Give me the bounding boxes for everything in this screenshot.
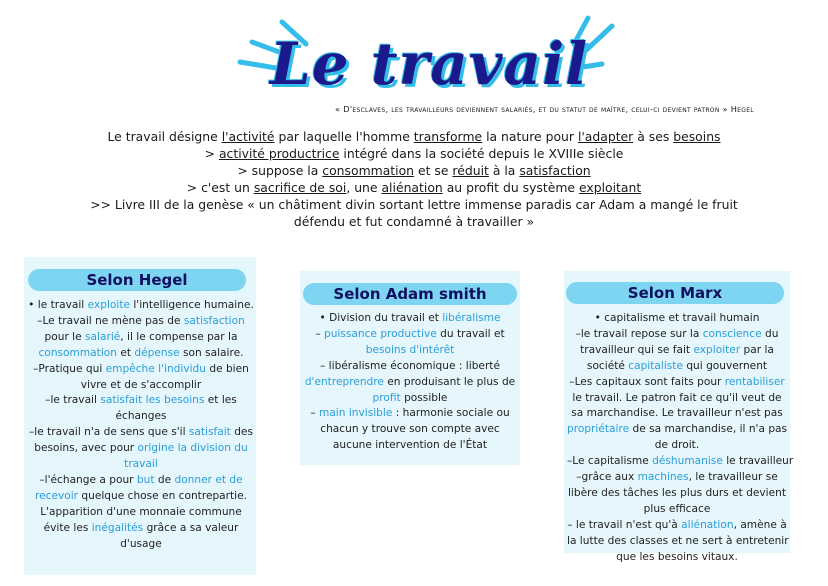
text-segment: –Le capitalisme	[567, 455, 653, 468]
text-segment: évite les	[43, 521, 92, 534]
keyword: exploite	[87, 299, 130, 311]
text-segment: possible	[400, 391, 448, 404]
hegel-heading: Selon Hegel	[28, 269, 246, 291]
hegel-panel	[24, 257, 256, 575]
text-segment: , le travailleur se	[688, 471, 778, 484]
underlined-term: aliénation	[381, 180, 443, 195]
text-segment: , amène à	[733, 518, 787, 531]
marx-lines-line	[567, 311, 787, 327]
smith-lines-line	[303, 311, 517, 327]
text-segment: de sa marchandise, il n'a pas	[629, 423, 788, 436]
text-segment: par la	[740, 343, 774, 356]
marx-lines-line	[567, 550, 787, 566]
smith-lines-line	[303, 406, 517, 422]
text-segment: , il le compense par la	[120, 330, 238, 343]
hegel-lines-line	[28, 473, 254, 489]
smith-panel	[300, 271, 520, 465]
text-segment: vivre et de s'accomplir	[80, 378, 202, 391]
text-segment: >	[204, 146, 219, 161]
smith-lines-line	[303, 422, 517, 438]
text-segment: société	[586, 359, 629, 372]
keyword: profit	[372, 391, 401, 404]
marx-lines-line	[567, 486, 787, 502]
underlined-term: l'adapter	[577, 129, 634, 144]
hegel-lines-line	[28, 330, 254, 346]
intro-line	[20, 128, 808, 145]
text-segment: du	[761, 327, 779, 340]
marx-lines-line	[567, 327, 787, 343]
keyword: inégalités	[91, 521, 144, 534]
keyword: propriétaire	[567, 423, 630, 436]
marx-lines-line	[567, 470, 787, 486]
text-segment: et les	[204, 394, 237, 407]
text-segment: –l'échange a pour	[39, 473, 137, 486]
underlined-term: besoins	[673, 129, 721, 144]
text-segment: –le travail n'a de sens que s'il	[29, 426, 189, 439]
smith-lines-line	[303, 359, 517, 375]
text-segment: –	[310, 407, 319, 420]
text-segment: –Pratique qui	[33, 362, 106, 375]
text-segment: > c'est un	[186, 180, 254, 195]
text-segment: L'apparition d'une monnaie commune	[40, 505, 242, 518]
text-segment: –Le travail ne mène pas de	[37, 314, 184, 327]
text-segment: , une	[346, 180, 382, 195]
text-segment: sa marchandise. Le travailleur n'est pas	[571, 407, 783, 420]
intro-line	[20, 213, 808, 230]
hegel-lines-line	[28, 537, 254, 553]
hegel-lines-line	[28, 489, 254, 505]
text-segment: la nature pour	[482, 129, 578, 144]
text-segment: – libéralisme économique : liberté	[320, 359, 500, 372]
underlined-term: sacrifice de soi	[253, 180, 347, 195]
keyword: dépense	[134, 346, 180, 359]
keyword: aliénation	[681, 518, 734, 531]
text-segment: travailleur qui se fait	[580, 343, 694, 356]
keyword: recevoir	[34, 489, 79, 502]
hegel-lines-line	[28, 346, 254, 362]
underlined-term: réduit	[452, 163, 489, 178]
text-segment: de	[154, 473, 175, 486]
marx-lines-line	[567, 422, 787, 438]
intro-line	[20, 145, 808, 162]
marx-lines-line	[567, 454, 794, 470]
smith-lines-line	[303, 327, 517, 343]
text-segment: de droit.	[654, 439, 700, 452]
marx-panel	[564, 271, 794, 563]
text-segment: besoins, avec pour	[34, 442, 138, 455]
text-segment: –Les capitaux sont faits pour	[569, 375, 725, 388]
keyword: but	[136, 473, 155, 486]
keyword: libéralisme	[442, 312, 501, 324]
hegel-lines-line	[28, 409, 254, 425]
keyword: satisfait les besoins	[100, 394, 205, 407]
text-segment: des	[230, 426, 253, 439]
text-segment: • capitalisme et travail humain	[594, 312, 760, 324]
hegel-text	[28, 298, 254, 553]
text-segment: la lutte des classes et ne sert à entretenir	[567, 534, 789, 547]
text-segment: –le travail	[45, 394, 101, 407]
marx-lines-line	[567, 375, 787, 391]
keyword: consommation	[38, 346, 117, 359]
underlined-term: transforme	[413, 129, 483, 144]
text-segment: son salaire.	[179, 346, 244, 359]
keyword: satisfaction	[183, 314, 245, 327]
text-segment: chacun y trouve son compte avec	[320, 423, 500, 436]
text-segment: Le travail désigne	[107, 129, 222, 144]
keyword: puissance productive	[323, 327, 437, 340]
keyword: salarié	[85, 330, 121, 343]
page-title: Le travail	[270, 30, 589, 98]
title-block	[230, 0, 620, 110]
text-segment: et	[116, 346, 135, 359]
text-segment: le travailleur	[722, 455, 794, 468]
text-segment: aucune intervention de l'État	[332, 439, 488, 452]
text-segment: à ses	[633, 129, 674, 144]
hegel-lines-line	[28, 457, 254, 473]
marx-heading: Selon Marx	[566, 282, 784, 304]
marx-lines-line	[567, 359, 787, 375]
marx-lines-line	[567, 438, 787, 454]
text-segment: à la	[488, 163, 520, 178]
keyword: machines	[637, 471, 689, 484]
marx-lines-line	[567, 343, 787, 359]
hegel-lines-line	[28, 393, 254, 409]
marx-text	[567, 311, 794, 566]
text-segment: et se	[414, 163, 453, 178]
text-segment: du travail et	[436, 327, 505, 340]
text-segment: – le travail n'est qu'à	[567, 518, 682, 531]
marx-lines-line	[567, 518, 787, 534]
keyword: déshumanise	[652, 455, 723, 468]
underlined-term: satisfaction	[519, 163, 591, 178]
keyword: origine la division du	[137, 442, 248, 455]
intro-paragraph	[20, 128, 808, 230]
text-segment: –le travail repose sur la	[575, 327, 703, 340]
text-segment: par laquelle l'homme	[274, 129, 414, 144]
smith-lines-line	[303, 343, 517, 359]
keyword: besoins d'intérêt	[365, 343, 455, 356]
text-segment: pour le	[44, 330, 86, 343]
marx-lines-line	[567, 534, 787, 550]
intro-line	[20, 179, 808, 196]
keyword: rentabiliser	[724, 375, 785, 388]
text-segment: : harmonie sociale ou	[392, 407, 510, 420]
text-segment: plus efficace	[643, 502, 711, 515]
hegel-lines-line	[28, 505, 254, 521]
keyword: empêche l'individu	[105, 362, 206, 375]
marx-lines-line	[567, 406, 787, 422]
text-segment: libère des tâches les plus durs et devient	[567, 486, 787, 499]
keyword: main invisible	[319, 407, 393, 420]
keyword: satisfait	[188, 426, 231, 439]
hegel-lines-line	[28, 298, 254, 314]
smith-heading: Selon Adam smith	[303, 283, 517, 305]
text-segment: échanges	[115, 410, 167, 423]
marx-lines-line	[567, 502, 787, 518]
text-segment: de bien	[205, 362, 249, 375]
text-segment: le travail. Le patron fait ce qu'il veut de	[572, 391, 782, 404]
text-segment: en produisant le plus de	[383, 375, 516, 388]
hegel-lines-line	[28, 521, 254, 537]
smith-lines-line	[303, 375, 517, 391]
keyword: travail	[124, 458, 158, 471]
text-segment: au profit du système	[442, 180, 579, 195]
hegel-lines-line	[28, 425, 254, 441]
hegel-lines-line	[28, 314, 254, 330]
text-segment: quelque chose en contrepartie.	[78, 489, 248, 502]
smith-lines-line	[303, 391, 517, 407]
intro-line	[20, 196, 808, 213]
text-segment: • le travail	[28, 299, 88, 311]
underlined-term: activité productrice	[218, 146, 340, 161]
underlined-term: l'activité	[221, 129, 275, 144]
keyword: exploiter	[693, 343, 741, 356]
text-segment: l'intelligence humaine.	[130, 299, 254, 311]
intro-line	[20, 162, 808, 179]
text-segment: grâce a sa valeur	[143, 521, 239, 534]
marx-lines-line	[567, 391, 787, 407]
hegel-lines-line	[28, 362, 254, 378]
text-segment: –grâce aux	[576, 471, 638, 484]
text-segment: d'usage	[120, 537, 162, 550]
hegel-lines-line	[28, 441, 254, 457]
smith-lines-line	[303, 438, 517, 454]
hegel-quote: « D'esclaves, les travailleurs deviennent salariés, et du statut de maître, celui-ci devient patron » Hegel	[335, 104, 754, 114]
text-segment: qui gouvernent	[682, 359, 768, 372]
keyword: capitaliste	[628, 359, 683, 372]
hegel-lines-line	[28, 378, 254, 394]
keyword: donner et de	[174, 473, 243, 486]
underlined-term: consommation	[322, 163, 415, 178]
text-segment: • Division du travail et	[319, 312, 443, 324]
keyword: d'entreprendre	[304, 375, 384, 388]
text-segment: > suppose la	[237, 163, 323, 178]
text-segment: –	[315, 327, 324, 340]
text-segment: défendu et fut condamné à travailler »	[293, 214, 535, 229]
text-segment: intégré dans la société depuis le XVIIIe siècle	[339, 146, 624, 161]
text-segment: que les besoins vitaux.	[616, 550, 738, 563]
text-segment: >> Livre III de la genèse « un châtiment divin sortant lettre immense paradis car Adam a mangé le fruit	[90, 197, 738, 212]
underlined-term: exploitant	[578, 180, 642, 195]
smith-text	[303, 311, 517, 454]
keyword: conscience	[702, 327, 762, 340]
